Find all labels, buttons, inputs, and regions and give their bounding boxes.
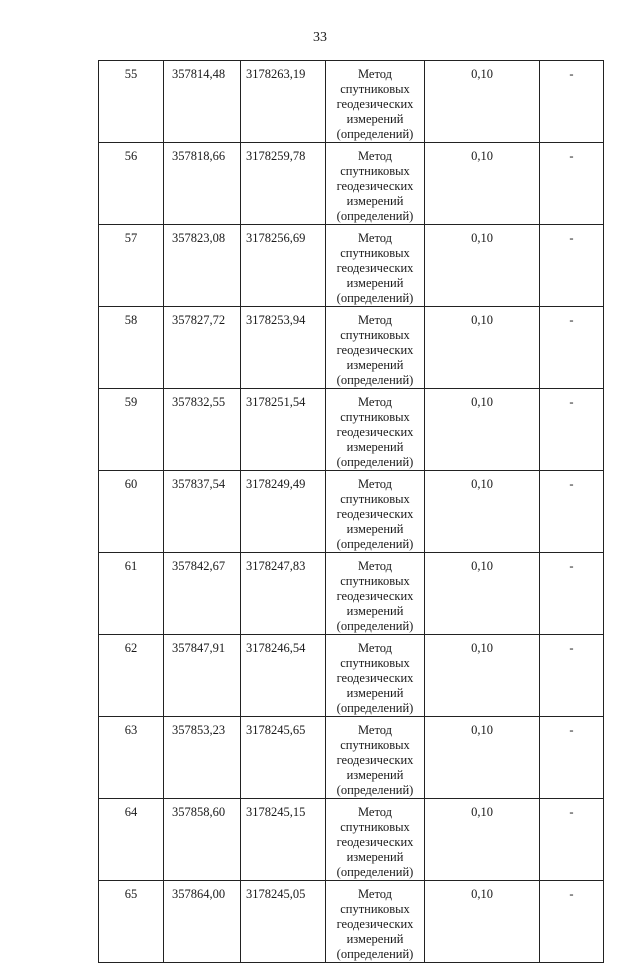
accuracy-cell xyxy=(425,61,540,143)
x-coordinate-cell xyxy=(164,799,241,881)
table-row xyxy=(99,471,604,553)
x-coordinate-cell-text: 357847,91 xyxy=(172,641,226,655)
table-row xyxy=(99,717,604,799)
y-coordinate-cell-text: 3178247,83 xyxy=(246,559,306,573)
page-number: 33 xyxy=(313,30,327,45)
method-cell xyxy=(326,389,425,471)
method-cell xyxy=(326,881,425,963)
table-row xyxy=(99,553,604,635)
y-coordinate-cell xyxy=(241,61,326,143)
method-cell-text: Метод спутниковых геодезических измерений (определений) xyxy=(336,641,414,715)
x-coordinate-cell-text: 357823,08 xyxy=(172,231,226,245)
accuracy-cell-text: 0,10 xyxy=(471,67,493,81)
method-cell-text: Метод спутниковых геодезических измерений (определений) xyxy=(336,231,414,305)
method-cell xyxy=(326,307,425,389)
y-coordinate-cell-text: 3178245,15 xyxy=(246,805,306,819)
x-coordinate-cell-text: 357832,55 xyxy=(172,395,226,409)
accuracy-cell xyxy=(425,471,540,553)
point-number-cell-text: 56 xyxy=(124,149,138,163)
accuracy-cell xyxy=(425,881,540,963)
point-number-cell-text: 65 xyxy=(124,887,138,901)
y-coordinate-cell xyxy=(241,635,326,717)
method-cell xyxy=(326,61,425,143)
x-coordinate-cell xyxy=(164,307,241,389)
accuracy-cell-text: 0,10 xyxy=(471,887,493,901)
note-cell-text: - xyxy=(569,559,574,573)
method-cell xyxy=(326,471,425,553)
point-number-cell-text: 59 xyxy=(124,395,138,409)
y-coordinate-cell-text: 3178249,49 xyxy=(246,477,306,491)
accuracy-cell xyxy=(425,717,540,799)
point-number-cell-text: 61 xyxy=(124,559,138,573)
point-number-cell-text: 58 xyxy=(124,313,138,327)
accuracy-cell xyxy=(425,553,540,635)
accuracy-cell xyxy=(425,799,540,881)
table-row xyxy=(99,307,604,389)
note-cell-text: - xyxy=(569,149,574,163)
note-cell xyxy=(540,799,604,881)
note-cell xyxy=(540,553,604,635)
coordinates-table-body xyxy=(99,61,604,963)
point-number-cell xyxy=(99,307,164,389)
note-cell-text: - xyxy=(569,641,574,655)
note-cell xyxy=(540,307,604,389)
method-cell-text: Метод спутниковых геодезических измерений (определений) xyxy=(336,149,414,223)
y-coordinate-cell xyxy=(241,799,326,881)
note-cell-text: - xyxy=(569,887,574,901)
table-row xyxy=(99,635,604,717)
y-coordinate-cell-text: 3178253,94 xyxy=(246,313,306,327)
x-coordinate-cell-text: 357842,67 xyxy=(172,559,226,573)
point-number-cell xyxy=(99,717,164,799)
note-cell xyxy=(540,61,604,143)
note-cell-text: - xyxy=(569,723,574,737)
accuracy-cell-text: 0,10 xyxy=(471,641,493,655)
note-cell xyxy=(540,143,604,225)
accuracy-cell-text: 0,10 xyxy=(471,559,493,573)
point-number-cell xyxy=(99,143,164,225)
method-cell xyxy=(326,799,425,881)
point-number-cell-text: 60 xyxy=(124,477,138,491)
note-cell xyxy=(540,881,604,963)
x-coordinate-cell xyxy=(164,553,241,635)
point-number-cell-text: 64 xyxy=(124,805,138,819)
y-coordinate-cell xyxy=(241,225,326,307)
y-coordinate-cell xyxy=(241,717,326,799)
coordinates-table xyxy=(98,60,604,963)
point-number-cell xyxy=(99,389,164,471)
y-coordinate-cell-text: 3178251,54 xyxy=(246,395,306,409)
x-coordinate-cell-text: 357814,48 xyxy=(172,67,226,81)
point-number-cell-text: 63 xyxy=(124,723,138,737)
method-cell-text: Метод спутниковых геодезических измерений (определений) xyxy=(336,395,414,469)
accuracy-cell-text: 0,10 xyxy=(471,723,493,737)
accuracy-cell-text: 0,10 xyxy=(471,395,493,409)
x-coordinate-cell xyxy=(164,143,241,225)
y-coordinate-cell-text: 3178259,78 xyxy=(246,149,306,163)
x-coordinate-cell xyxy=(164,61,241,143)
method-cell xyxy=(326,717,425,799)
y-coordinate-cell-text: 3178263,19 xyxy=(246,67,306,81)
note-cell-text: - xyxy=(569,231,574,245)
x-coordinate-cell xyxy=(164,717,241,799)
note-cell-text: - xyxy=(569,805,574,819)
accuracy-cell xyxy=(425,635,540,717)
method-cell-text: Метод спутниковых геодезических измерений (определений) xyxy=(336,67,414,141)
accuracy-cell xyxy=(425,143,540,225)
note-cell-text: - xyxy=(569,313,574,327)
accuracy-cell-text: 0,10 xyxy=(471,149,493,163)
y-coordinate-cell xyxy=(241,143,326,225)
x-coordinate-cell xyxy=(164,635,241,717)
point-number-cell xyxy=(99,225,164,307)
x-coordinate-cell-text: 357818,66 xyxy=(172,149,226,163)
table-row xyxy=(99,143,604,225)
point-number-cell xyxy=(99,799,164,881)
note-cell xyxy=(540,717,604,799)
note-cell xyxy=(540,635,604,717)
point-number-cell-text: 62 xyxy=(124,641,138,655)
y-coordinate-cell xyxy=(241,389,326,471)
note-cell-text: - xyxy=(569,67,574,81)
x-coordinate-cell xyxy=(164,471,241,553)
x-coordinate-cell xyxy=(164,389,241,471)
table-row xyxy=(99,389,604,471)
x-coordinate-cell xyxy=(164,881,241,963)
table-row xyxy=(99,799,604,881)
accuracy-cell-text: 0,10 xyxy=(471,231,493,245)
method-cell-text: Метод спутниковых геодезических измерений (определений) xyxy=(336,477,414,551)
method-cell xyxy=(326,143,425,225)
table-row xyxy=(99,61,604,143)
point-number-cell xyxy=(99,881,164,963)
table-row xyxy=(99,881,604,963)
table-row xyxy=(99,225,604,307)
accuracy-cell-text: 0,10 xyxy=(471,477,493,491)
method-cell-text: Метод спутниковых геодезических измерений (определений) xyxy=(336,313,414,387)
x-coordinate-cell-text: 357837,54 xyxy=(172,477,226,491)
method-cell xyxy=(326,635,425,717)
y-coordinate-cell-text: 3178256,69 xyxy=(246,231,306,245)
method-cell xyxy=(326,225,425,307)
x-coordinate-cell-text: 357853,23 xyxy=(172,723,226,737)
method-cell-text: Метод спутниковых геодезических измерений (определений) xyxy=(336,723,414,797)
note-cell xyxy=(540,471,604,553)
y-coordinate-cell xyxy=(241,307,326,389)
x-coordinate-cell-text: 357827,72 xyxy=(172,313,226,327)
note-cell xyxy=(540,389,604,471)
y-coordinate-cell-text: 3178245,05 xyxy=(246,887,306,901)
y-coordinate-cell-text: 3178245,65 xyxy=(246,723,306,737)
y-coordinate-cell xyxy=(241,471,326,553)
method-cell-text: Метод спутниковых геодезических измерений (определений) xyxy=(336,559,414,633)
note-cell xyxy=(540,225,604,307)
method-cell-text: Метод спутниковых геодезических измерений (определений) xyxy=(336,887,414,961)
y-coordinate-cell xyxy=(241,881,326,963)
y-coordinate-cell xyxy=(241,553,326,635)
accuracy-cell xyxy=(425,307,540,389)
y-coordinate-cell-text: 3178246,54 xyxy=(246,641,306,655)
method-cell xyxy=(326,553,425,635)
note-cell-text: - xyxy=(569,477,574,491)
accuracy-cell xyxy=(425,389,540,471)
x-coordinate-cell xyxy=(164,225,241,307)
accuracy-cell xyxy=(425,225,540,307)
point-number-cell xyxy=(99,553,164,635)
accuracy-cell-text: 0,10 xyxy=(471,313,493,327)
point-number-cell xyxy=(99,471,164,553)
x-coordinate-cell-text: 357864,00 xyxy=(172,887,226,901)
note-cell-text: - xyxy=(569,395,574,409)
x-coordinate-cell-text: 357858,60 xyxy=(172,805,226,819)
point-number-cell-text: 57 xyxy=(124,231,138,245)
method-cell-text: Метод спутниковых геодезических измерений (определений) xyxy=(336,805,414,879)
point-number-cell-text: 55 xyxy=(124,67,138,81)
point-number-cell xyxy=(99,61,164,143)
point-number-cell xyxy=(99,635,164,717)
accuracy-cell-text: 0,10 xyxy=(471,805,493,819)
